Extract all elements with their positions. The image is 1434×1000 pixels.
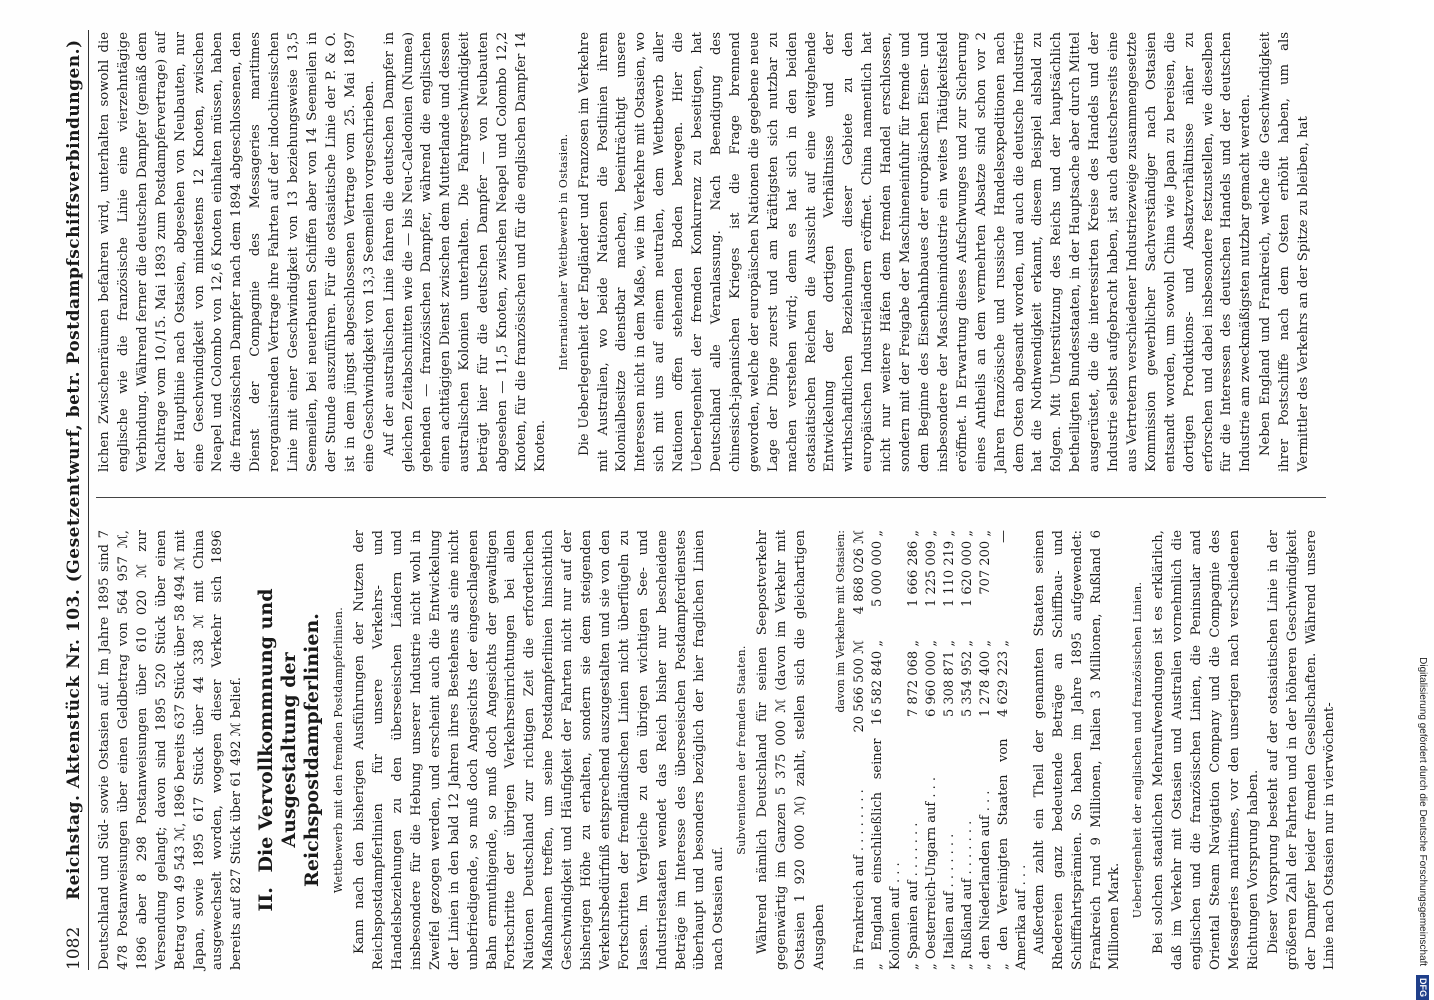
column-divider — [96, 497, 1326, 498]
country-cell: „ den Vereinigten Staaten von Amerika auf . . . — [995, 738, 1029, 970]
subheading: Ueberlegenheit der englischen und französischen Linien. — [1131, 581, 1145, 919]
east-asia-amount-cell: 1 225 009 „ — [923, 530, 939, 608]
east-asia-amount-cell: 4 868 026 ℳ — [851, 530, 867, 615]
table-row — [941, 530, 959, 970]
total-amount-cell: 20 566 500 ℳ — [851, 640, 867, 733]
table-row — [995, 530, 1031, 970]
total-amount-cell: 5 354 952 „ — [959, 640, 975, 718]
running-title: Reichstag. Aktenstück Nr. 103. (Gesetzentwurf, betr. Postdampfschiffsverbindungen.) — [64, 39, 84, 900]
paragraph: Bei solchen staatlichen Mehraufwendungen ist es erklärlich, daß im Verkehr mit Ostasien und Australien vornehmlich die englischen und die französischen Linien, die Peninsular and Oriental Steam Navigation Company und die Compagnie des Messageries maritimes, vor den unserigen nach verschiedenen Richtungen Vorsprung haben. — [1151, 530, 1261, 970]
subheading: Internationaler Wettbewerb in Ostasien. — [556, 133, 570, 371]
right-column — [96, 32, 1326, 472]
country-cell: „ England einschließlich seiner Kolonien auf . . . — [869, 738, 903, 970]
table-row — [977, 530, 995, 970]
paragraph: Deutschland und Süd- sowie Ostasien auf. Im Jahre 1895 sind 7 478 Postanweisungen über einen Geldbetrag von 564 957 ℳ, 1896 aber 8 298 Postanweisungen über 610 020 ℳ zur Versendung gelangt; davon sind 1895 520 Stück über einen Betrag von 49 543 ℳ, 1896 bereits 637 Stück über 58 494 ℳ mit Japan, sowie 1895 617 Stück über 44 338 ℳ mit China ausgewechselt worden, wogegen dieser Verkehr sich 1896 bereits auf 827 Stück über 61 492 ℳ belief. — [97, 530, 245, 970]
section-number: II. — [255, 887, 278, 912]
section-title: Die Vervollkommnung und Ausgestaltung der Reichspostdampferlinien. — [255, 588, 324, 887]
country-cell: „ Italien auf . . . . . . . — [941, 833, 957, 970]
country-cell: „ den Niederlanden auf . . . — [977, 790, 993, 970]
total-amount-cell: 1 278 400 „ — [977, 640, 993, 718]
table-row — [959, 530, 977, 970]
subheading: Subventionen der fremden Staaten. — [735, 645, 749, 855]
page-number: 1082 — [64, 926, 84, 970]
total-amount-cell: 4 629 223 „ — [995, 640, 1011, 718]
digitization-credit: Digitalisierung gefördert durch die Deutsche Forschungsgemeinschaft — [1417, 657, 1428, 967]
east-asia-amount-cell: 1 620 000 „ — [959, 530, 975, 608]
table-row — [869, 530, 905, 970]
east-asia-amount-cell: 707 200 „ — [977, 530, 993, 595]
east-asia-amount-cell: 1 110 219 „ — [941, 530, 957, 608]
table-row — [851, 530, 869, 970]
paragraph: Neben England und Frankreich, welche die Geschwindigkeit ihrer Postschiffe nach dem Osten erhöht haben, um als Vermittler des Verkehrs an der Spitze zu bleiben, hat — [1258, 32, 1312, 472]
total-amount-cell: 16 582 840 „ — [869, 640, 885, 726]
paragraph: Dieser Vorsprung besteht auf der ostasiatischen Linie in der größeren Zahl der Fahrten und in der höheren Geschwindigkeit der Dampfer beider fremden Gesellschaften. Während unsere Linie nach Ostasien nur in vierwöchent- — [1265, 530, 1338, 970]
table-row — [923, 530, 941, 970]
total-amount-cell: 5 308 871 „ — [941, 640, 957, 718]
paragraph: Kann nach den bisherigen Ausführungen der Nutzen der Reichspostdampferlinien für unsere Verkehrs- und Handelsbeziehungen zu den überseeischen Ländern und insbesondere für die Hebung unserer Industrie nicht wohl in Zweifel gezogen werden, und erscheint auch die Entwickelung der Linien in den bald 12 Jahren ihres Bestehens als eine nicht unbefriedigende, so muß doch Angesichts der eingeschlagenen Bahn ermuthigende, so muß doch Angesichts der gewaltigen Fortschritte der übrigen Verkehrseinrichtungen bei allen Nationen Deutschland zur richtigen Zeit die erforderlichen Maßnahmen treffen, um seine Postdampferlinien hinsichtlich Geschwindigkeit und Häufigkeit der Fahrten nicht nur auf der bisherigen Höhe zu erhalten, sondern sie dem steigenden Verkehrsbedürfniß entsprechend auszugestalten und sie von den Fortschritten der fremdländischen Linien nicht überflügeln zu lassen. Im Vergleiche zu den übrigen wichtigen See- und Industriestaaten wendet das Reich bisher nur bescheidene Beträge im Interesse des überseeischen Postdampferdienstes überhaupt und besonders bezüglich der hier fraglichen Linien nach Ostasien auf. — [352, 530, 727, 970]
paragraph: Außerdem zahlt ein Theil der genannten Staaten seinen Rhedereien ganz bedeutende Beträge an Schiffbau- und Schifffahrtsprämien. So haben im Jahre 1895 aufgewendet: Frankreich rund 9 Millionen, Italien 3 Millionen, Rußland 6 Millionen Mark. — [1031, 530, 1123, 970]
page-header — [48, 30, 89, 970]
total-amount-cell: 7 872 068 „ — [905, 640, 921, 718]
east-asia-amount-cell: — — [995, 530, 1011, 543]
table-caption: davon im Verkehre mit Ostasien: — [833, 530, 847, 713]
left-column — [96, 530, 1338, 970]
table-row — [905, 530, 923, 970]
total-amount-cell: 6 960 000 „ — [923, 640, 939, 718]
east-asia-amount-cell: 5 000 000 „ — [869, 530, 885, 608]
paragraph: Die Ueberlegenheit der Engländer und Franzosen im Verkehre mit Australien, wo beide Nationen die Postlinien ihrem Kolonialbesitze dienstbar machen, beeinträchtigt unsere Interessen nicht in dem Maße, wie im Verkehre mit Ostasien, wo sich mit uns auf einem neutralen, dem Wettbewerb aller Nationen offen stehenden Boden bewegen. Hier die Ueberlegenheit der fremden Konkurrenz zu beseitigen, hat Deutschland alle Veranlassung. Nach Beendigung des chinesisch-japanischen Krieges ist die Frage brennend geworden, welche der europäischen Nationen die gegebene neue Lage der Dinge zuerst und am kräftigsten sich nutzbar zu machen verstehen wird; denn es hat sich in den beiden ostasiatischen Reichen die Aussicht auf eine weitgehende Entwickelung der dortigen Verhältnisse und der wirthschaftlichen Beziehungen dieser Gebiete zu den europäischen Industrieländern eröffnet. China namentlich hat nicht nur weitere Häfen dem fremden Handel erschlossen, sondern mit der Freigabe der Maschineneinfuhr für fremde und dem Beginne des Eisenbahnbaues der europäischen Eisen- und insbesondere der Maschinenindustrie ein weites Thätigkeitsfeld eröffnet. In Erwartung dieses Aufschwunges und zur Sicherung eines Antheils an dem vermehrten Absatze sind schon vor 2 Jahren französische und russische Handelsexpeditionen nach dem Osten abgesandt worden, und auch die deutsche Industrie hat die Nothwendigkeit erkannt, diesem Beispiel alsbald zu folgen. Mit Unterstützung des Reichs und der hauptsächlich betheiligten Bundesstaaten, in der Hauptsache aber durch Mittel ausgerüstet, die die interessirten Kreise des Handels und der Industrie selbst aufgebracht haben, ist auch deutscherseits eine aus Vertretern verschiedener Industriezweige zusammengesetzte Kommission gewerblicher Sachverständiger nach Ostasien entsandt worden, um sowohl China wie Japan zu bereisen, die dortigen Produktions- und Absatzverhältnisse näher zu erforschen und dabei insbesondere festzustellen, wie dieselben für die Interessen des deutschen Handels und der deutschen Industrie am zweckmäßigsten nutzbar gemacht werden. — [576, 32, 1254, 472]
subsidies-table — [851, 530, 1031, 970]
section-heading — [255, 530, 324, 970]
country-cell: „ Rußland auf . . . . . . . — [959, 820, 975, 970]
east-asia-amount-cell: 1 666 286 „ — [905, 530, 921, 608]
paragraph: lichen Zwischenräumen befahren wird, unterhalten sowohl die englische wie die französische Linie eine vierzehntägige Verbindung. Während ferner die deutschen Dampfer (gemäß dem Nachtrage vom 10./15. Mai 1893 zum Postdampfervertrage) auf der Hauptlinie nach Ostasien, abgesehen von Neubauten, nur eine Geschwindigkeit von mindestens 12 Knoten, zwischen Neapel und Colombo von 12,6 Knoten einhalten müssen, haben die französischen Dampfer nach dem 1894 abgeschlossenen, den Dienst der Compagnie des Messageries maritimes reorganisirenden Vertrage ihre Fahrten auf der indochinesischen Linie mit einer Geschwindigkeit von 13 beziehungsweise 13,5 Seemeilen, bei neuerbauten Schiffen aber von 14 Seemeilen in der Stunde auszuführen. Für die ostasiatische Linie der P. & O. ist in dem jüngst abgeschlossenen Vertrage vom 25. Mai 1897 eine Geschwindigkeit von 13,3 Seemeilen vorgeschrieben. — [97, 32, 377, 472]
paragraph: Während nämlich Deutschland für seinen Seepostverkehr gegenwärtig im Ganzen 5 375 000 ℳ (davon im Verkehr mit Ostasien 1 920 000 ℳ) zahlt, stellen sich die gleichartigen Ausgaben — [755, 530, 827, 970]
country-cell: „ Oesterreich-Ungarn auf . . . — [923, 777, 939, 970]
digitization-credit-strip — [1411, 0, 1434, 1000]
country-cell: „ Spanien auf . . . . . . . — [905, 822, 921, 970]
paragraph: Auf der australischen Linie fahren die deutschen Dampfer in gleichen Zeitabschnitten wie die — bis Neu-Caledonien (Numea) gehenden — französischen Dampfer, während die englischen einen achttägigen Dienst zwischen dem Mutterlande und dessen australischen Kolonien unterhalten. Die Fahrgeschwindigkeit beträgt hier für die deutschen Dampfer — von Neubauten abgesehen — 11,5 Knoten, zwischen Neapel und Colombo 12,2 Knoten, für die französischen und für die englischen Dampfer 14 Knoten. — [381, 32, 548, 472]
subheading: Wettbewerb mit den fremden Postdampferlinien. — [332, 606, 346, 894]
country-cell: in Frankreich auf . . . . . . . . — [851, 789, 867, 970]
dfg-logo: DFG — [1416, 975, 1429, 1000]
